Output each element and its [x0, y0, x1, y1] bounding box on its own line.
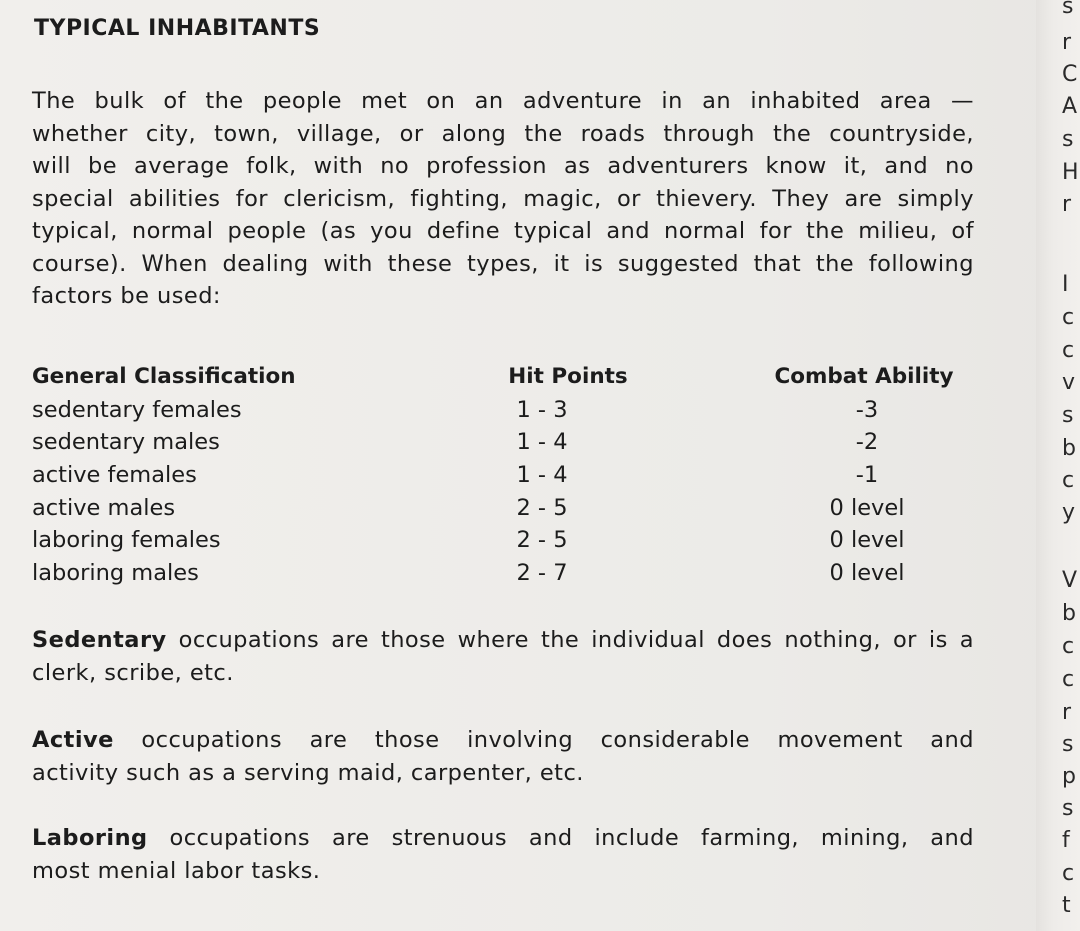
keyword-sedentary: Sedentary	[32, 627, 167, 653]
active-definition	[32, 724, 974, 789]
sedentary-definition	[32, 624, 974, 689]
table-row	[32, 524, 972, 557]
margin-letter: A	[1062, 94, 1078, 119]
table-header-row	[32, 361, 972, 394]
cell-hit-points: 1 - 3	[516, 396, 568, 423]
margin-letter: f	[1062, 828, 1070, 853]
margin-letter: c	[1062, 634, 1075, 659]
cell-hit-points: 2 - 7	[516, 560, 568, 587]
cell-classification: active females	[32, 462, 197, 489]
keyword-laboring: Laboring	[32, 825, 148, 851]
cell-hit-points: 2 - 5	[516, 527, 568, 554]
table-row	[32, 426, 972, 459]
margin-letter: s	[1062, 0, 1074, 19]
definition-line: activity such as a serving maid, carpenter, etc.	[32, 759, 584, 786]
cell-classification: laboring males	[32, 560, 199, 587]
definition-text: occupations are those involving considerable movement and	[113, 727, 974, 753]
margin-letter: v	[1062, 370, 1076, 395]
cell-combat-ability: 0 level	[829, 494, 905, 521]
definition-text: occupations are strenuous and include farming, mining, and	[147, 825, 974, 851]
margin-letter: c	[1062, 667, 1075, 692]
margin-letter: r	[1062, 700, 1072, 725]
margin-letter: s	[1062, 127, 1074, 152]
margin-letter: V	[1062, 568, 1078, 593]
margin-letter: p	[1062, 764, 1076, 789]
margin-letter: b	[1062, 601, 1076, 626]
margin-letter: C	[1062, 62, 1078, 87]
table-row	[32, 557, 972, 590]
margin-letter: b	[1062, 436, 1076, 461]
margin-letter: r	[1062, 192, 1072, 217]
cell-combat-ability: 0 level	[829, 527, 905, 554]
margin-letter: c	[1062, 338, 1075, 363]
keyword-active: Active	[32, 727, 114, 753]
definition-text: occupations are those where the individual does nothing, or is a	[166, 627, 974, 653]
section-heading: TYPICAL INHABITANTS	[34, 16, 321, 41]
intro-line: whether city, town, village, or along the roads through the countryside,	[32, 120, 974, 147]
margin-letter: t	[1062, 893, 1071, 918]
cell-combat-ability: -3	[855, 396, 879, 423]
cell-classification: sedentary males	[32, 429, 220, 456]
cell-hit-points: 1 - 4	[516, 462, 568, 489]
margin-letter: s	[1062, 796, 1074, 821]
intro-line: will be average folk, with no profession as adventurers know it, and no	[32, 153, 974, 179]
intro-line: course). When dealing with these types, it is suggested that the following	[32, 250, 974, 277]
intro-paragraph	[32, 85, 974, 315]
intro-line: special abilities for clericism, fighting, magic, or thievery. They are simply	[32, 185, 974, 212]
intro-line: typical, normal people (as you define typical and normal for the milieu, of	[32, 218, 974, 244]
intro-line: The bulk of the people met on an adventure in an inhabited area —	[32, 88, 974, 114]
margin-letter: c	[1062, 468, 1075, 493]
margin-letter: y	[1062, 500, 1076, 525]
margin-letter: H	[1062, 160, 1079, 185]
header-classification: General Classification	[32, 364, 296, 389]
header-hit-points: Hit Points	[508, 364, 628, 389]
definition-line	[32, 822, 974, 855]
header-combat-ability: Combat Ability	[774, 364, 954, 389]
margin-letter: I	[1062, 272, 1069, 297]
definition-line: clerk, scribe, etc.	[32, 659, 234, 686]
table-row	[32, 459, 972, 492]
margin-letter: r	[1062, 30, 1072, 55]
cell-classification: active males	[32, 494, 176, 521]
margin-letter: s	[1062, 403, 1074, 428]
table-row	[32, 394, 972, 427]
margin-letter: c	[1062, 305, 1075, 330]
cell-classification: laboring females	[32, 527, 221, 554]
definition-line	[32, 724, 974, 757]
cell-hit-points: 2 - 5	[516, 494, 568, 521]
definition-line	[32, 624, 974, 657]
cell-combat-ability: 0 level	[829, 560, 905, 587]
margin-letter: c	[1062, 861, 1075, 886]
definition-line: most menial labor tasks.	[32, 857, 321, 884]
intro-line: factors be used:	[32, 283, 221, 309]
laboring-definition	[32, 822, 974, 887]
cell-combat-ability: -1	[855, 462, 879, 489]
inhabitants-table	[32, 361, 972, 590]
cell-hit-points: 1 - 4	[516, 429, 568, 456]
table-row	[32, 492, 972, 525]
cell-combat-ability: -2	[855, 429, 879, 456]
margin-letter: s	[1062, 732, 1074, 757]
cell-classification: sedentary females	[32, 396, 242, 423]
